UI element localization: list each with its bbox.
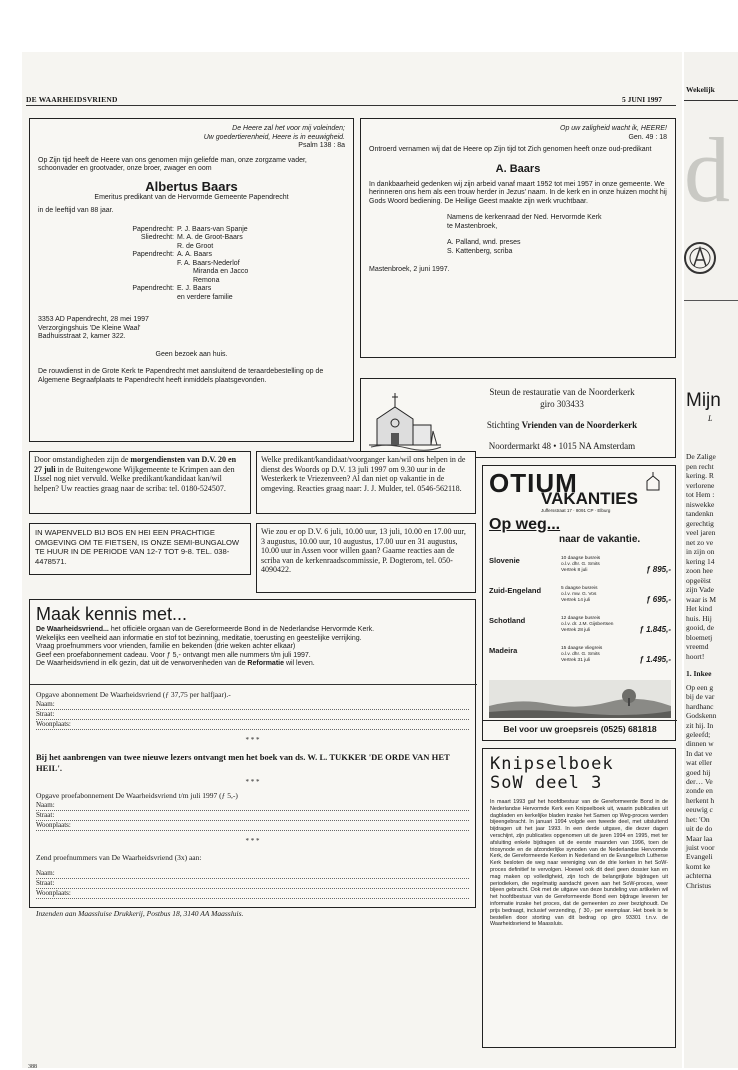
obituary-intro: Ontroerd vernamen wij dat de Heere op Zijn tijd tot Zich genomen heeft onze oud-predikant <box>369 146 652 153</box>
church-logo-icon <box>643 472 663 492</box>
church-illustration-icon <box>367 385 443 451</box>
otium-brand: OTIUM <box>489 468 578 498</box>
restoration-address: Noordermarkt 48 • 1015 NA Amsterdam <box>488 441 636 451</box>
adjacent-header-rule <box>684 100 738 101</box>
article-line: zonde en <box>686 786 713 796</box>
ad-text: Door omstandigheden zijn de <box>34 455 131 464</box>
family-place <box>38 260 177 269</box>
name-field[interactable] <box>36 801 469 811</box>
adjacent-page-title: Wekelijk <box>686 85 715 94</box>
send-to-address: Inzenden aan Maassluise Drukkerij, Postbus 18, 3140 AA Maassluis. <box>36 909 244 918</box>
funeral-service-note: De rouwdienst in de Grote Kerk te Papendrecht met aansluitend de teraardebestelling op de Algemene Begraafplaats te Papendrecht heeft inmiddels plaatsgevonden. <box>38 368 324 384</box>
street-field-label: Straat: <box>36 811 55 819</box>
article-line: veel jaren <box>686 528 716 537</box>
obituary-body: In dankbaarheid gedenken wij zijn arbeid vanaf maart 1952 tot mei 1957 in onze gemeente. We herinneren ons hem als een trouw herder in Jezus' naam. In de kerk en in onze huizen mocht hij Gods Woord bediening. De Heilige Geest maakte zijn werk vruchtbaar. <box>369 180 667 205</box>
article-line: opgeëist <box>686 575 711 585</box>
ad-predikant-vriezenveen: Welke predikant/kandidaat/voorganger kan/wil ons helpen in de dienst des Woords op D.V. 13 juli 1997 om 9.30 uur in de Westerkerk te Vriezenveen? Al dan niet op vakantie in de omgeving. Reacties graag naar: J. J. Mulder, tel. 0546-562118. <box>256 451 476 514</box>
article-line: Christus <box>686 880 712 890</box>
signature-line: Namens de kerkenraad der Ned. Hervormde Kerk <box>447 214 602 221</box>
article-line: De Zalige <box>686 452 716 461</box>
article-line: uit de do <box>686 824 713 834</box>
street-field-label: Straat: <box>36 879 55 887</box>
article-line: niswekke <box>686 499 715 509</box>
article-line: Evangeli <box>686 852 713 862</box>
family-names: Remona <box>193 276 220 284</box>
form-proefnummers-title: Zend proefnummers van De Waarheidsvriend (3x) aan: <box>36 853 202 862</box>
obituary-albertus-baars <box>29 118 354 442</box>
family-names: P. J. Baars-van Spanje <box>177 225 248 233</box>
obituary-intro: Op Zijn tijd heeft de Heere van ons genomen mijn geliefde man, onze zorgzame vader, schoonvader en grootvader, onze broer, zwager en oom <box>38 156 307 172</box>
landscape-photo <box>489 680 671 718</box>
trip-destination: Madeira <box>489 646 518 655</box>
article-line: net zo ve <box>686 537 714 547</box>
obituary-a-baars <box>360 118 676 358</box>
divider <box>30 684 477 685</box>
article-line: pen recht <box>686 461 714 471</box>
subscription-line-2: Wekelijks een veelheid aan informatie en stof tot bezinning, meditatie, toerusting en geestelijke verrijking. <box>36 634 362 642</box>
family-place: Papendrecht: <box>132 225 174 233</box>
restoration-foundation <box>449 420 675 431</box>
article-line: tot Hem : <box>686 490 715 499</box>
street-field[interactable] <box>36 811 469 821</box>
paper-name: DE WAARHEIDSVRIEND <box>26 95 118 104</box>
family-place <box>38 277 177 286</box>
article-line: gooid, de <box>686 623 714 632</box>
family-list <box>38 226 345 303</box>
address-line: 3353 AD Papendrecht, 28 mei 1997 <box>38 316 149 323</box>
city-field[interactable] <box>36 889 469 899</box>
article-line: zoon hee <box>686 566 713 575</box>
subscription-ad <box>29 599 476 918</box>
name-field-label: Naam: <box>36 869 55 877</box>
article-column-1 <box>686 452 716 661</box>
address-line: Badhuisstraat 2, kamer 322. <box>38 333 126 340</box>
family-names: Miranda en Jacco <box>193 268 249 275</box>
street-field-label: Straat: <box>36 710 55 718</box>
trip-list <box>489 556 671 676</box>
city-field-label: Woonplaats: <box>36 720 71 728</box>
article-line: zijn Vade <box>686 585 714 594</box>
article-line: Maar laa <box>686 833 713 843</box>
signature-line: S. Kattenberg, scriba <box>447 247 513 255</box>
trip-price: ƒ 1.845,- <box>639 625 671 634</box>
city-field-label: Woonplaats: <box>36 821 71 829</box>
article-line: zit hij. In <box>686 720 714 730</box>
ad-text: in de Buitengewone Wijkgemeente te Krimpen aan den IJssel nog niet vervuld. Welke predikant/kandidaat kan/wil helpen? Uw reacties graag naar de scriba: tel. 0180-524507. <box>34 464 235 493</box>
city-field-label: Woonplaats: <box>36 889 71 897</box>
name-field[interactable] <box>36 869 469 879</box>
article-line: huis. Hij <box>686 613 712 623</box>
article-line: In dat ve <box>686 748 713 758</box>
verse-reference: Gen. 49 : 18 <box>628 133 667 141</box>
subscription-line-3: Vraag proefnummers voor vrienden, familie en bekenden (drie weken achter elkaar) <box>36 643 296 650</box>
trip-destination: Schotland <box>489 616 526 625</box>
trip-departure: Vertrek 14 juli <box>561 597 591 603</box>
article-line: bij de var <box>686 692 715 702</box>
restoration-giro: giro 303433 <box>540 399 584 409</box>
article-line: geleefd; <box>686 730 711 740</box>
article-line: hoort! <box>686 651 705 661</box>
article-line: eeuwig c <box>686 805 713 815</box>
ad-otium-vakanties <box>482 465 676 741</box>
street-field[interactable] <box>36 710 469 720</box>
family-place <box>38 294 177 303</box>
article-line: juist voor <box>686 842 715 852</box>
article-line: vreemd <box>686 642 709 651</box>
header-rule <box>26 105 676 106</box>
signature-line: te Mastenbroek, <box>447 222 498 230</box>
subscription-title: Maak kennis met... <box>36 604 188 624</box>
trip-row <box>489 646 671 676</box>
trip-leader: o.l.v. dr. J.M. Gijsbertsen <box>561 621 614 627</box>
form-abonnement-title: Opgave abonnement De Waarheidsvriend (ƒ 37,75 per halfjaar).- <box>36 690 231 699</box>
trip-price: ƒ 695,- <box>646 595 671 604</box>
form-proef-title: Opgave proefabonnement De Waarheidsvriend t/m juli 1997 (ƒ 5,-) <box>36 791 238 800</box>
article-line: verlorene <box>686 480 715 490</box>
article-line: kering. R <box>686 471 714 480</box>
trip-info: 10 daagse busreis <box>561 556 601 561</box>
article-line: komt ke <box>686 861 711 871</box>
article-line: Het kind <box>686 604 713 613</box>
otium-brand-sub: VAKANTIES <box>541 489 638 508</box>
ad-bungalow-wapenveld: IN WAPENVELD BIJ BOS EN HEI EEN PRACHTIGE OMGEVING OM TE FIETSEN, IS ONZE SEMI-BUNGALOW TE HUUR IN DE PERIODE VAN 12-7 TOT 9-8. TEL. 038-4478571. <box>29 523 251 575</box>
ad-knipselboek <box>482 748 676 1048</box>
trip-row <box>489 556 671 586</box>
trip-info: 15 daagse vliegreis <box>561 646 603 651</box>
trip-info: 12 daagse busreis <box>561 616 601 621</box>
page-number: 388 <box>28 1064 37 1070</box>
article-byline: L <box>708 414 713 423</box>
book-offer: Bij het aanbrengen van twee nieuwe lezers ontvangt men het boek van ds. W. L. TUKKER 'DE ORDE VAN HET HEIL'. <box>36 752 450 773</box>
family-names: A. A. Baars <box>177 251 213 258</box>
verse-reference: Psalm 138 : 8a <box>298 142 345 149</box>
family-place: Sliedrecht: <box>140 234 174 241</box>
article-line: gerechtig <box>686 518 714 528</box>
subscription-text: De Waarheidsvriend in elk gezin, dat uit de verworvenheden van de <box>36 660 248 667</box>
masthead-letter: d <box>684 119 730 221</box>
verse-line-1: De Heere zal het voor mij voleinden; <box>232 125 345 132</box>
subscription-line-5 <box>36 660 469 669</box>
family-names: M. A. de Groot-Baars <box>177 234 243 241</box>
stars-separator: * * * <box>245 778 260 786</box>
article-line: goed hij <box>686 767 711 777</box>
article-line: herkent h <box>686 795 715 805</box>
trip-info: 5 daagse busreis <box>561 586 598 591</box>
deceased-age: in de leeftijd van 88 jaar. <box>38 207 114 214</box>
trip-leader: o.l.v. mw. G. Vos <box>561 591 597 597</box>
family-names: E. J. Baars <box>177 285 212 292</box>
ad-assen: Wie zou er op D.V. 6 juli, 10.00 uur, 13 juli, 10.00 en 17.00 uur, 3 augustus, 10.00 uur, 10 augustus, 17.00 uur en 31 augustus, 10.00 uur in Assen voor willen gaan? Gaarne reacties aan de scriba van de kerkenraadscommissie, P. Dogterom, tel. 050-4090422. <box>256 523 476 593</box>
masthead-rule <box>684 300 738 301</box>
article-line: kering 14 <box>686 556 715 566</box>
family-names: en verdere familie <box>177 293 233 301</box>
trip-departure: Vertrek 28 juli <box>561 627 591 633</box>
divider <box>483 720 677 721</box>
trip-departure: Vertrek 8 juli <box>561 567 588 573</box>
trip-price: ƒ 1.495,- <box>639 655 671 664</box>
name-field-label: Naam: <box>36 700 55 708</box>
city-field[interactable] <box>36 821 469 831</box>
trip-row <box>489 586 671 616</box>
article-section-heading: 1. Inkee <box>686 669 712 678</box>
emblem-icon <box>684 232 738 292</box>
groepsreis-phone: Bel voor uw groepsreis (0525) 681818 <box>503 724 657 734</box>
trip-price: ƒ 895,- <box>646 565 671 574</box>
article-line: Godskenn <box>686 711 717 721</box>
article-line: der… Ve <box>686 777 713 787</box>
article-line: dinnen w <box>686 739 714 749</box>
article-heading: Mijn <box>686 390 721 411</box>
article-line: hardhanc <box>686 701 714 711</box>
city-field[interactable] <box>36 720 469 730</box>
deceased-name: Albertus Baars <box>145 178 238 194</box>
family-place: Papendrecht: <box>132 251 174 258</box>
otium-address: Juffersstraat 17 · 8091 CP · Elburg <box>541 508 611 513</box>
family-place <box>38 268 177 277</box>
paper-name-bold: De Waarheidsvriend... <box>36 626 109 633</box>
name-field-label: Naam: <box>36 801 55 809</box>
knipselboek-title: Knipselboek <box>490 754 614 774</box>
verse-line: Op uw zaligheid wacht ik, HEERE! <box>560 125 667 132</box>
family-names: F. A. Baars-Nederlof <box>177 259 240 267</box>
article-line: wat eller <box>686 758 713 768</box>
subscription-line-4: Geef een proefabonnement cadeau. Voor ƒ 5,- ontvangt men alle nummers t/m juli 1997. <box>36 651 311 659</box>
ad-morgendiensten <box>29 451 251 514</box>
knipselboek-subtitle: SoW deel 3 <box>490 773 603 793</box>
subscription-line-1 <box>36 626 469 635</box>
address-line: Verzorgingshuis 'De Kleine Waal' <box>38 324 141 332</box>
street-field[interactable] <box>36 879 469 889</box>
deceased-name: A. Baars <box>495 162 541 175</box>
trip-row <box>489 616 671 646</box>
article-line: in zijn on <box>686 547 715 556</box>
family-place <box>38 243 177 252</box>
trip-leader: o.l.v. dhr. G. Smits <box>561 651 600 657</box>
article-line: tandenkn <box>686 509 714 518</box>
foundation-name: Vrienden van de Noorderkerk <box>521 420 638 430</box>
trip-leader: o.l.v. dhr. G. Smits <box>561 561 600 567</box>
place-date: Mastenbroek, 2 juni 1997. <box>369 266 450 273</box>
article-line: het: 'On <box>686 814 710 824</box>
opweg-subheading: naar de vakantie. <box>559 534 641 545</box>
newspaper-page <box>22 52 682 1068</box>
verse-line-2: Uw goedertierenheid, Heere is in eeuwigheid. <box>203 133 345 141</box>
trip-destination: Zuid-Engeland <box>489 586 542 595</box>
name-field[interactable] <box>36 700 469 710</box>
adjacent-page <box>684 52 738 1068</box>
issue-date: 5 JUNI 1997 <box>622 95 663 104</box>
foundation-prefix: Stichting <box>486 420 522 430</box>
article-line: achterna <box>686 871 712 881</box>
signature-line: A. Palland, wnd. preses <box>447 239 521 246</box>
subscription-text: wil leven. <box>284 660 315 667</box>
stars-separator: * * * <box>245 837 260 845</box>
stars-separator: * * * <box>245 736 260 744</box>
article-column-2 <box>686 683 716 890</box>
family-place: Papendrecht: <box>132 285 174 292</box>
ad-highlight: morgendiensten van D.V. 20 en 27 juli <box>34 455 237 474</box>
family-names: R. de Groot <box>177 242 214 250</box>
article-line: waar is M <box>686 594 716 604</box>
article-line: Op een g <box>686 683 714 692</box>
knipselboek-body: In maart 1993 gaf het hoofdbestuur van de Gereformeerde Bond in de Nederlandse Hervormde Kerk een Knipselboek uit, waarin publicaties uit dagbladen en kerkelijke bladen inzake het Samen op Weg-proces werden bijeengebracht. In januari 1994 volgde een tweede deel, met uitsluitend bijdragen uit het jaar 1993. In een derde uitgave, die dezer dagen verschijnt, zijn publicaties opgenomen uit de jaren 1994 en 1995, met ter afsluiting enkele bijdragen uit de eerste maanden van 1996, toen de triosynode en de afzonderlijke synoden van de Nederlandse Hervormde Kerk, de Gereformeerde Kerken in Nederland en de Evangelisch Lutherse Kerk besloten de weg naar vereniging van de drie kerken in het SoW-proces definitief te vervolgen. Hoewel ook dit deel geen dossier kan en mag maken op volledigheid, zijn toch de belangrijkste bijdragen uit periodieken, die regelmatig aandacht geven aan het SoW-proces, weer bijeen gebracht. Ook met de uitgave van deze bundeling van artikelen wil het hoofdbestuur van de Gereformeerde Bond een bijdrage leveren ter informatie inzake het proces, dat de gemeenten zo zeer bezighoudt. De prijs bedraagt, inclusief verzending, ƒ 30,- per exemplaar. Het boek is te bestellen door storting van dit bedrag op giro 93301 t.n.v. de Waarheidsvriend te Maassluis. <box>490 799 668 928</box>
article-line: bloemetj <box>686 632 713 642</box>
trip-destination: Slovenie <box>489 556 520 565</box>
opweg-heading: Op weg... <box>489 516 561 533</box>
subscription-text: het officiële orgaan van de Gereformeerde Bond in de Nederlandse Hervormde Kerk. <box>108 626 375 633</box>
ad-noorderkerk <box>360 378 676 458</box>
no-visits-note: Geen bezoek aan huis. <box>155 350 228 358</box>
restoration-line-1: Steun de restauratie van de Noorderkerk <box>489 387 635 397</box>
trip-departure: Vertrek 31 juli <box>561 657 591 663</box>
deceased-role: Emeritus predikant van de Hervormde Gemeente Papendrecht <box>94 193 289 201</box>
reformatie-bold: Reformatie <box>247 660 284 667</box>
